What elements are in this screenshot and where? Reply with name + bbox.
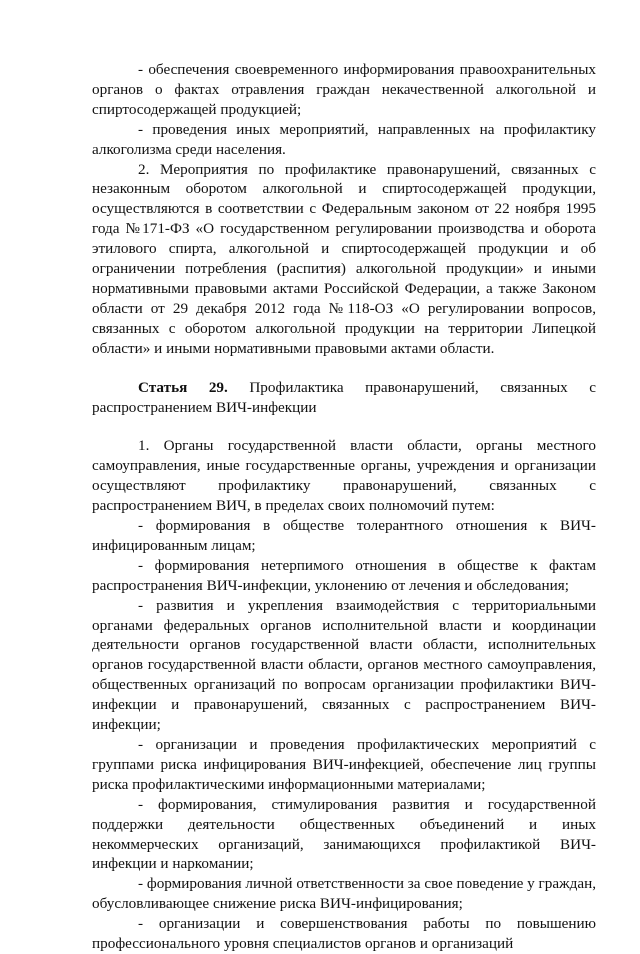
paragraph: - проведения иных мероприятий, направленных на профилактику алкоголизма среди населения. [92, 120, 596, 158]
paragraph: - обеспечения своевременного информирования правоохранительных органов о фактах отравления граждан некачественной алкогольной и спиртосодержащей продукцией; [92, 61, 596, 118]
article-label: Статья 29. [138, 378, 228, 396]
list-item: - организации и совершенствования работы по повышению профессионального уровня специалистов органов и организаций [92, 915, 596, 953]
list-item: - развития и укрепления взаимодействия с территориальными органами федеральных органов исполнительной власти и координации деятельности органов государственной власти области, исполнительных органов государственной власти области, органов местного самоуправления, общественных организаций по вопросам организации профилактики ВИЧ-инфекции и правонарушений, связанных с распространением ВИЧ-инфекции; [92, 596, 596, 734]
article-heading [92, 378, 596, 418]
list-item: - формирования в обществе толерантного отношения к ВИЧ-инфицированным лицам; [92, 517, 596, 554]
article-title: Профилактика правонарушений, связанных с распространением ВИЧ-инфекции [92, 378, 596, 416]
paragraph: 2. Мероприятия по профилактике правонарушений, связанных с незаконным оборотом алкогольной и спиртосодержащей продукции, осуществляются в соответствии с Федеральным законом от 22 ноября 1995 года №171-ФЗ «О государственном регулировании производства и оборота этилового спирта, алкогольной и спиртосодержащей продукции и об ограничении потребления (распития) алкогольной продукции» и иными нормативными правовыми актами Российской Федерации, а также Законом области от 29 декабря 2012 года №118-ОЗ «О регулировании вопросов, связанных с оборотом алкогольной продукции на территории Липецкой области» и иными нормативными правовыми актами области. [92, 160, 596, 357]
list-item: - формирования, стимулирования развития и государственной поддержки деятельности общественных объединений и иных некоммерческих организаций, занимающихся профилактикой ВИЧ-инфекции и наркомании; [92, 795, 596, 873]
list-item: - организации и проведения профилактических мероприятий с группами риска инфицирования ВИЧ-инфекцией, обеспечение лиц группы риска профилактическими информационными материалами; [92, 736, 596, 793]
document-page [92, 60, 596, 954]
list-item: - формирования нетерпимого отношения в обществе к фактам распространения ВИЧ-инфекции, уклонению от лечения и обследования; [92, 556, 596, 594]
paragraph: 1. Органы государственной власти области, органы местного самоуправления, иные государственные органы, учреждения и организации осуществляют профилактику правонарушений, связанных с распространением ВИЧ, в пределах своих полномочий путем: [92, 437, 596, 515]
list-item: - формирования личной ответственности за свое поведение у граждан, обусловливающее снижение риска ВИЧ-инфицирования; [92, 875, 596, 913]
